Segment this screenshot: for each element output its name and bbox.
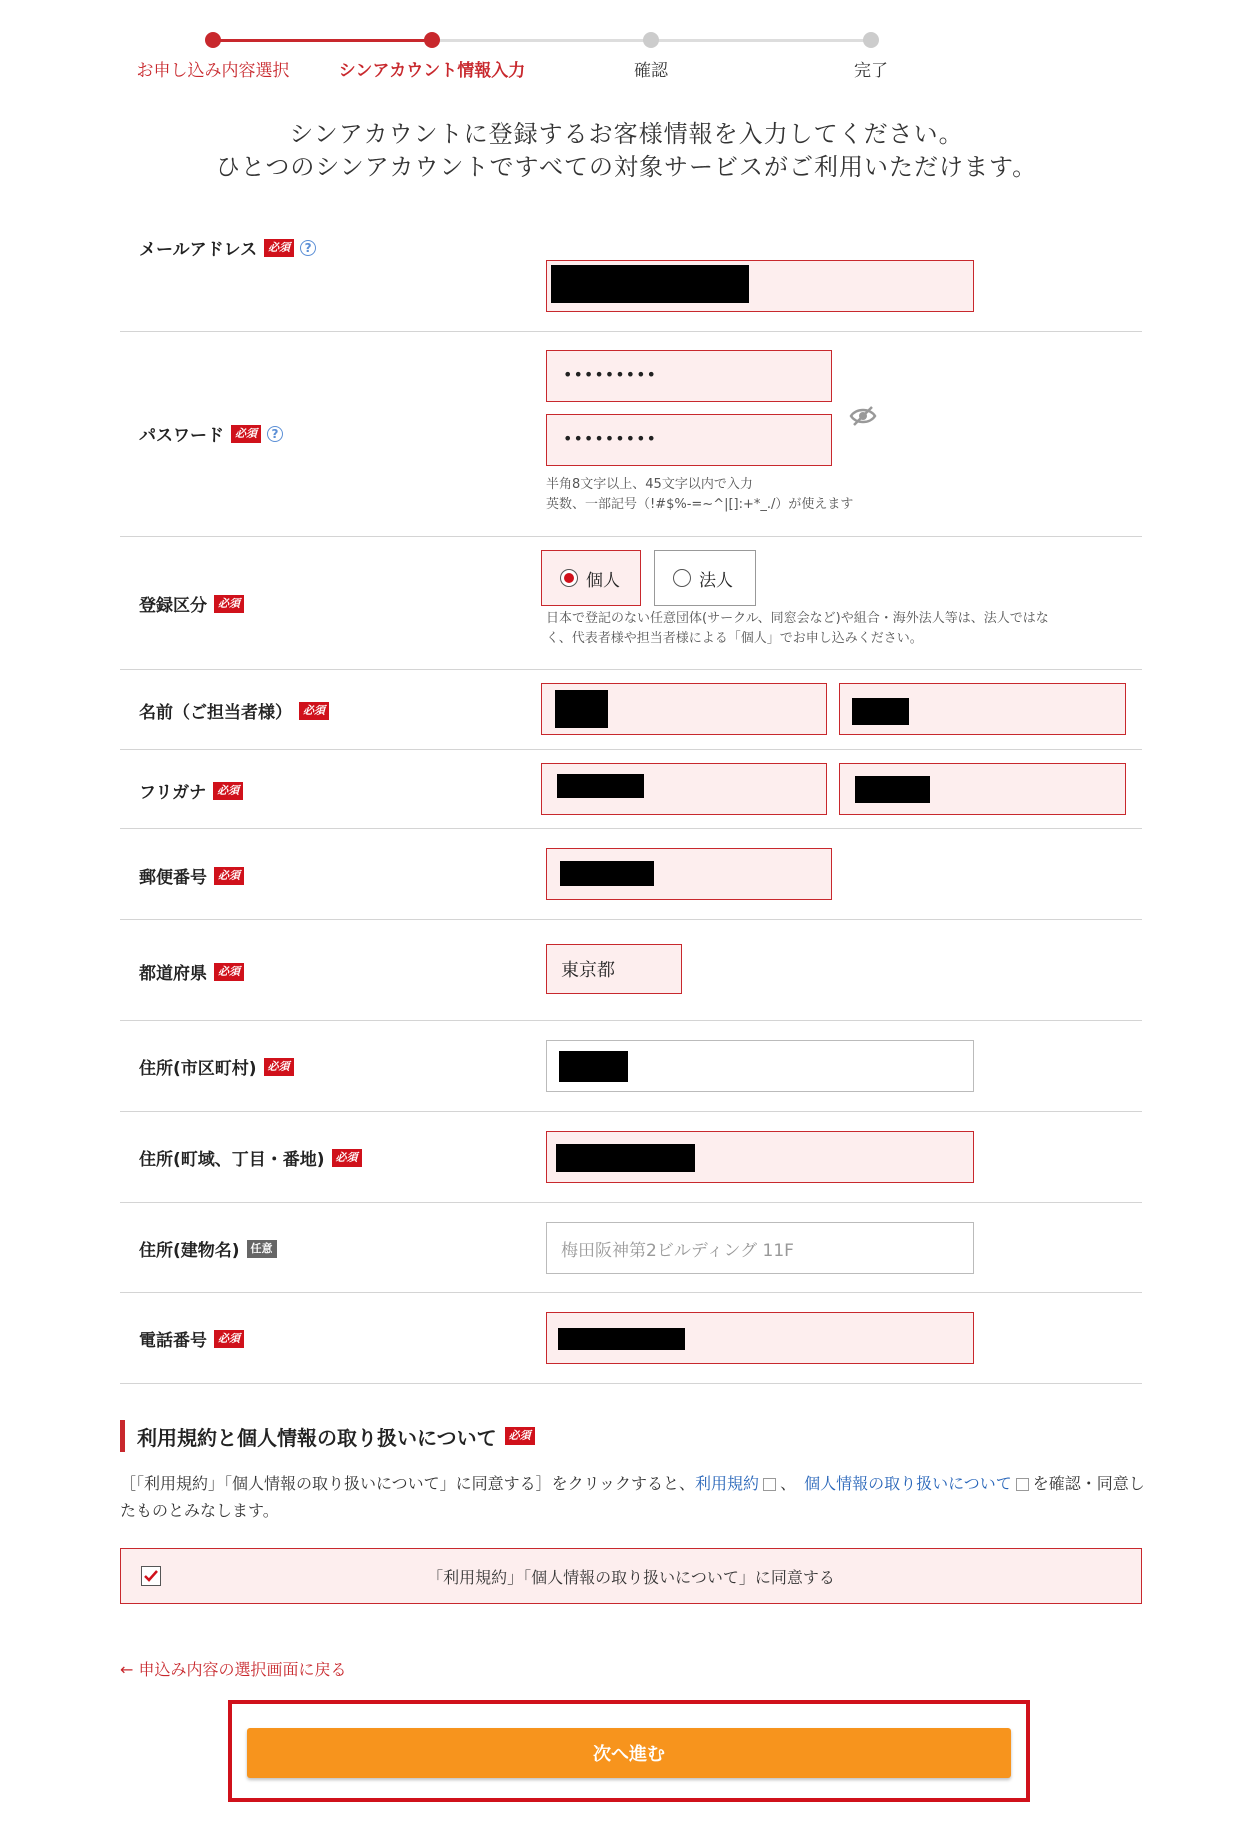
registration-note-1: 日本で登記のない任意団体(サークル、同窓会など)や組合・海外法人等は、法人ではな xyxy=(546,611,1049,626)
radio-unselected-icon xyxy=(673,569,691,587)
row-divider xyxy=(120,1383,1142,1384)
redacted-value xyxy=(559,1051,628,1082)
building-input[interactable] xyxy=(546,1222,974,1274)
first-name-input[interactable] xyxy=(839,683,1126,735)
phone-input[interactable] xyxy=(546,1312,974,1364)
agree-label: 「利用規約」「個人情報の取り扱いについて」に同意する xyxy=(427,1567,835,1587)
postal-code-input[interactable] xyxy=(546,848,832,900)
required-badge: 必須 xyxy=(332,1149,362,1167)
password-masked-value: ••••••••• xyxy=(563,365,657,384)
prefecture-label: 都道府県 必須 xyxy=(139,959,244,984)
terms-description: ［「利用規約」「個人情報の取り扱いについて」に同意する］をクリックすると、利用規約 、 個人情報の取り扱いについて を確認・同意したものとみなします。 xyxy=(120,1474,1145,1520)
next-button[interactable]: 次へ進む xyxy=(247,1728,1011,1778)
step-label-2: シンアカウント情報入力 xyxy=(338,61,526,81)
furigana-label: フリガナ 必須 xyxy=(139,778,243,803)
password-note-2: 英数、一部記号（!#$%-=~^|[]:+*_./）が使えます xyxy=(546,497,854,512)
registration-type-label: 登録区分 必須 xyxy=(139,591,244,616)
back-link[interactable]: ← 申込み内容の選択画面に戻る xyxy=(120,1660,347,1679)
redacted-value xyxy=(560,861,654,886)
terms-section-title: 利用規約と個人情報の取り扱いについて 必須 xyxy=(120,1420,535,1452)
agree-checkbox-row[interactable] xyxy=(120,1548,1142,1604)
phone-label: 電話番号 必須 xyxy=(139,1326,244,1351)
name-label: 名前（ご担当者様） 必須 xyxy=(139,698,329,723)
email-input[interactable] xyxy=(546,260,974,312)
row-divider xyxy=(120,919,1142,920)
required-badge: 必須 xyxy=(214,595,244,613)
redacted-value xyxy=(556,1144,695,1172)
prefecture-select[interactable] xyxy=(546,944,682,994)
row-divider xyxy=(120,331,1142,332)
intro-line-2: ひとつのシンアカウントですべての対象サービスがご利用いただけます。 xyxy=(215,153,1038,181)
radio-corporation[interactable]: 法人 xyxy=(654,550,756,606)
required-badge: 必須 xyxy=(214,867,244,885)
optional-badge: 任意 xyxy=(247,1240,277,1258)
redacted-value xyxy=(551,265,749,303)
registration-note-2: く、代表者様や担当者様による「個人」でお申し込みください。 xyxy=(546,631,923,646)
required-badge: 必須 xyxy=(231,425,261,443)
step-dot-2 xyxy=(424,32,440,48)
terms-of-use-link[interactable]: 利用規約 xyxy=(695,1474,760,1493)
row-divider xyxy=(120,1111,1142,1112)
radio-individual[interactable]: 個人 xyxy=(541,550,641,606)
step-label-3: 確認 xyxy=(634,61,668,81)
building-label: 住所(建物名) 任意 xyxy=(139,1236,277,1261)
row-divider xyxy=(120,828,1142,829)
required-badge: 必須 xyxy=(264,239,294,257)
row-divider xyxy=(120,536,1142,537)
password-note-1: 半角8文字以上、45文字以内で入力 xyxy=(546,477,753,492)
help-icon[interactable]: ? xyxy=(300,240,316,256)
step-dot-1 xyxy=(205,32,221,48)
redacted-value xyxy=(852,698,909,725)
required-badge: 必須 xyxy=(505,1427,535,1445)
help-icon[interactable]: ? xyxy=(267,426,283,442)
step-label-4: 完了 xyxy=(854,61,888,81)
email-label: メールアドレス 必須 ? xyxy=(139,235,316,260)
town-label: 住所(町域、丁目・番地) 必須 xyxy=(139,1145,362,1170)
required-badge: 必須 xyxy=(213,782,243,800)
intro-line-1: シンアカウントに登録するお客様情報を入力してください。 xyxy=(289,120,964,148)
postal-code-label: 郵便番号 必須 xyxy=(139,863,244,888)
row-divider xyxy=(120,669,1142,670)
password-input[interactable] xyxy=(546,350,832,402)
privacy-policy-link[interactable]: 個人情報の取り扱いについて xyxy=(804,1474,1012,1493)
password-confirm-masked-value: ••••••••• xyxy=(563,429,657,448)
town-input[interactable] xyxy=(546,1131,974,1183)
last-name-kana-input[interactable] xyxy=(541,763,827,815)
city-input[interactable] xyxy=(546,1040,974,1092)
step-line-done xyxy=(213,39,432,42)
last-name-input[interactable] xyxy=(541,683,827,735)
first-name-kana-input[interactable] xyxy=(839,763,1126,815)
password-confirm-input[interactable] xyxy=(546,414,832,466)
required-badge: 必須 xyxy=(299,702,329,720)
redacted-value xyxy=(855,776,930,803)
password-label: パスワード 必須 ? xyxy=(139,421,283,446)
city-label: 住所(市区町村) 必須 xyxy=(139,1054,294,1079)
required-badge: 必須 xyxy=(214,1330,244,1348)
redacted-value xyxy=(557,774,644,798)
building-placeholder: 梅田阪神第2ビルディング 11F xyxy=(561,1240,794,1261)
radio-selected-icon xyxy=(560,569,578,587)
step-dot-4 xyxy=(863,32,879,48)
redacted-value xyxy=(555,690,608,728)
external-link-icon xyxy=(1016,1478,1029,1491)
row-divider xyxy=(120,1020,1142,1021)
row-divider xyxy=(120,1202,1142,1203)
row-divider xyxy=(120,1292,1142,1293)
eye-off-icon[interactable] xyxy=(849,404,877,428)
redacted-value xyxy=(558,1328,685,1350)
required-badge: 必須 xyxy=(264,1058,294,1076)
external-link-icon xyxy=(763,1478,776,1491)
step-label-1: お申し込み内容選択 xyxy=(136,61,290,81)
prefecture-value: 東京都 xyxy=(561,960,615,981)
step-dot-3 xyxy=(643,32,659,48)
required-badge: 必須 xyxy=(214,963,244,981)
row-divider xyxy=(120,749,1142,750)
